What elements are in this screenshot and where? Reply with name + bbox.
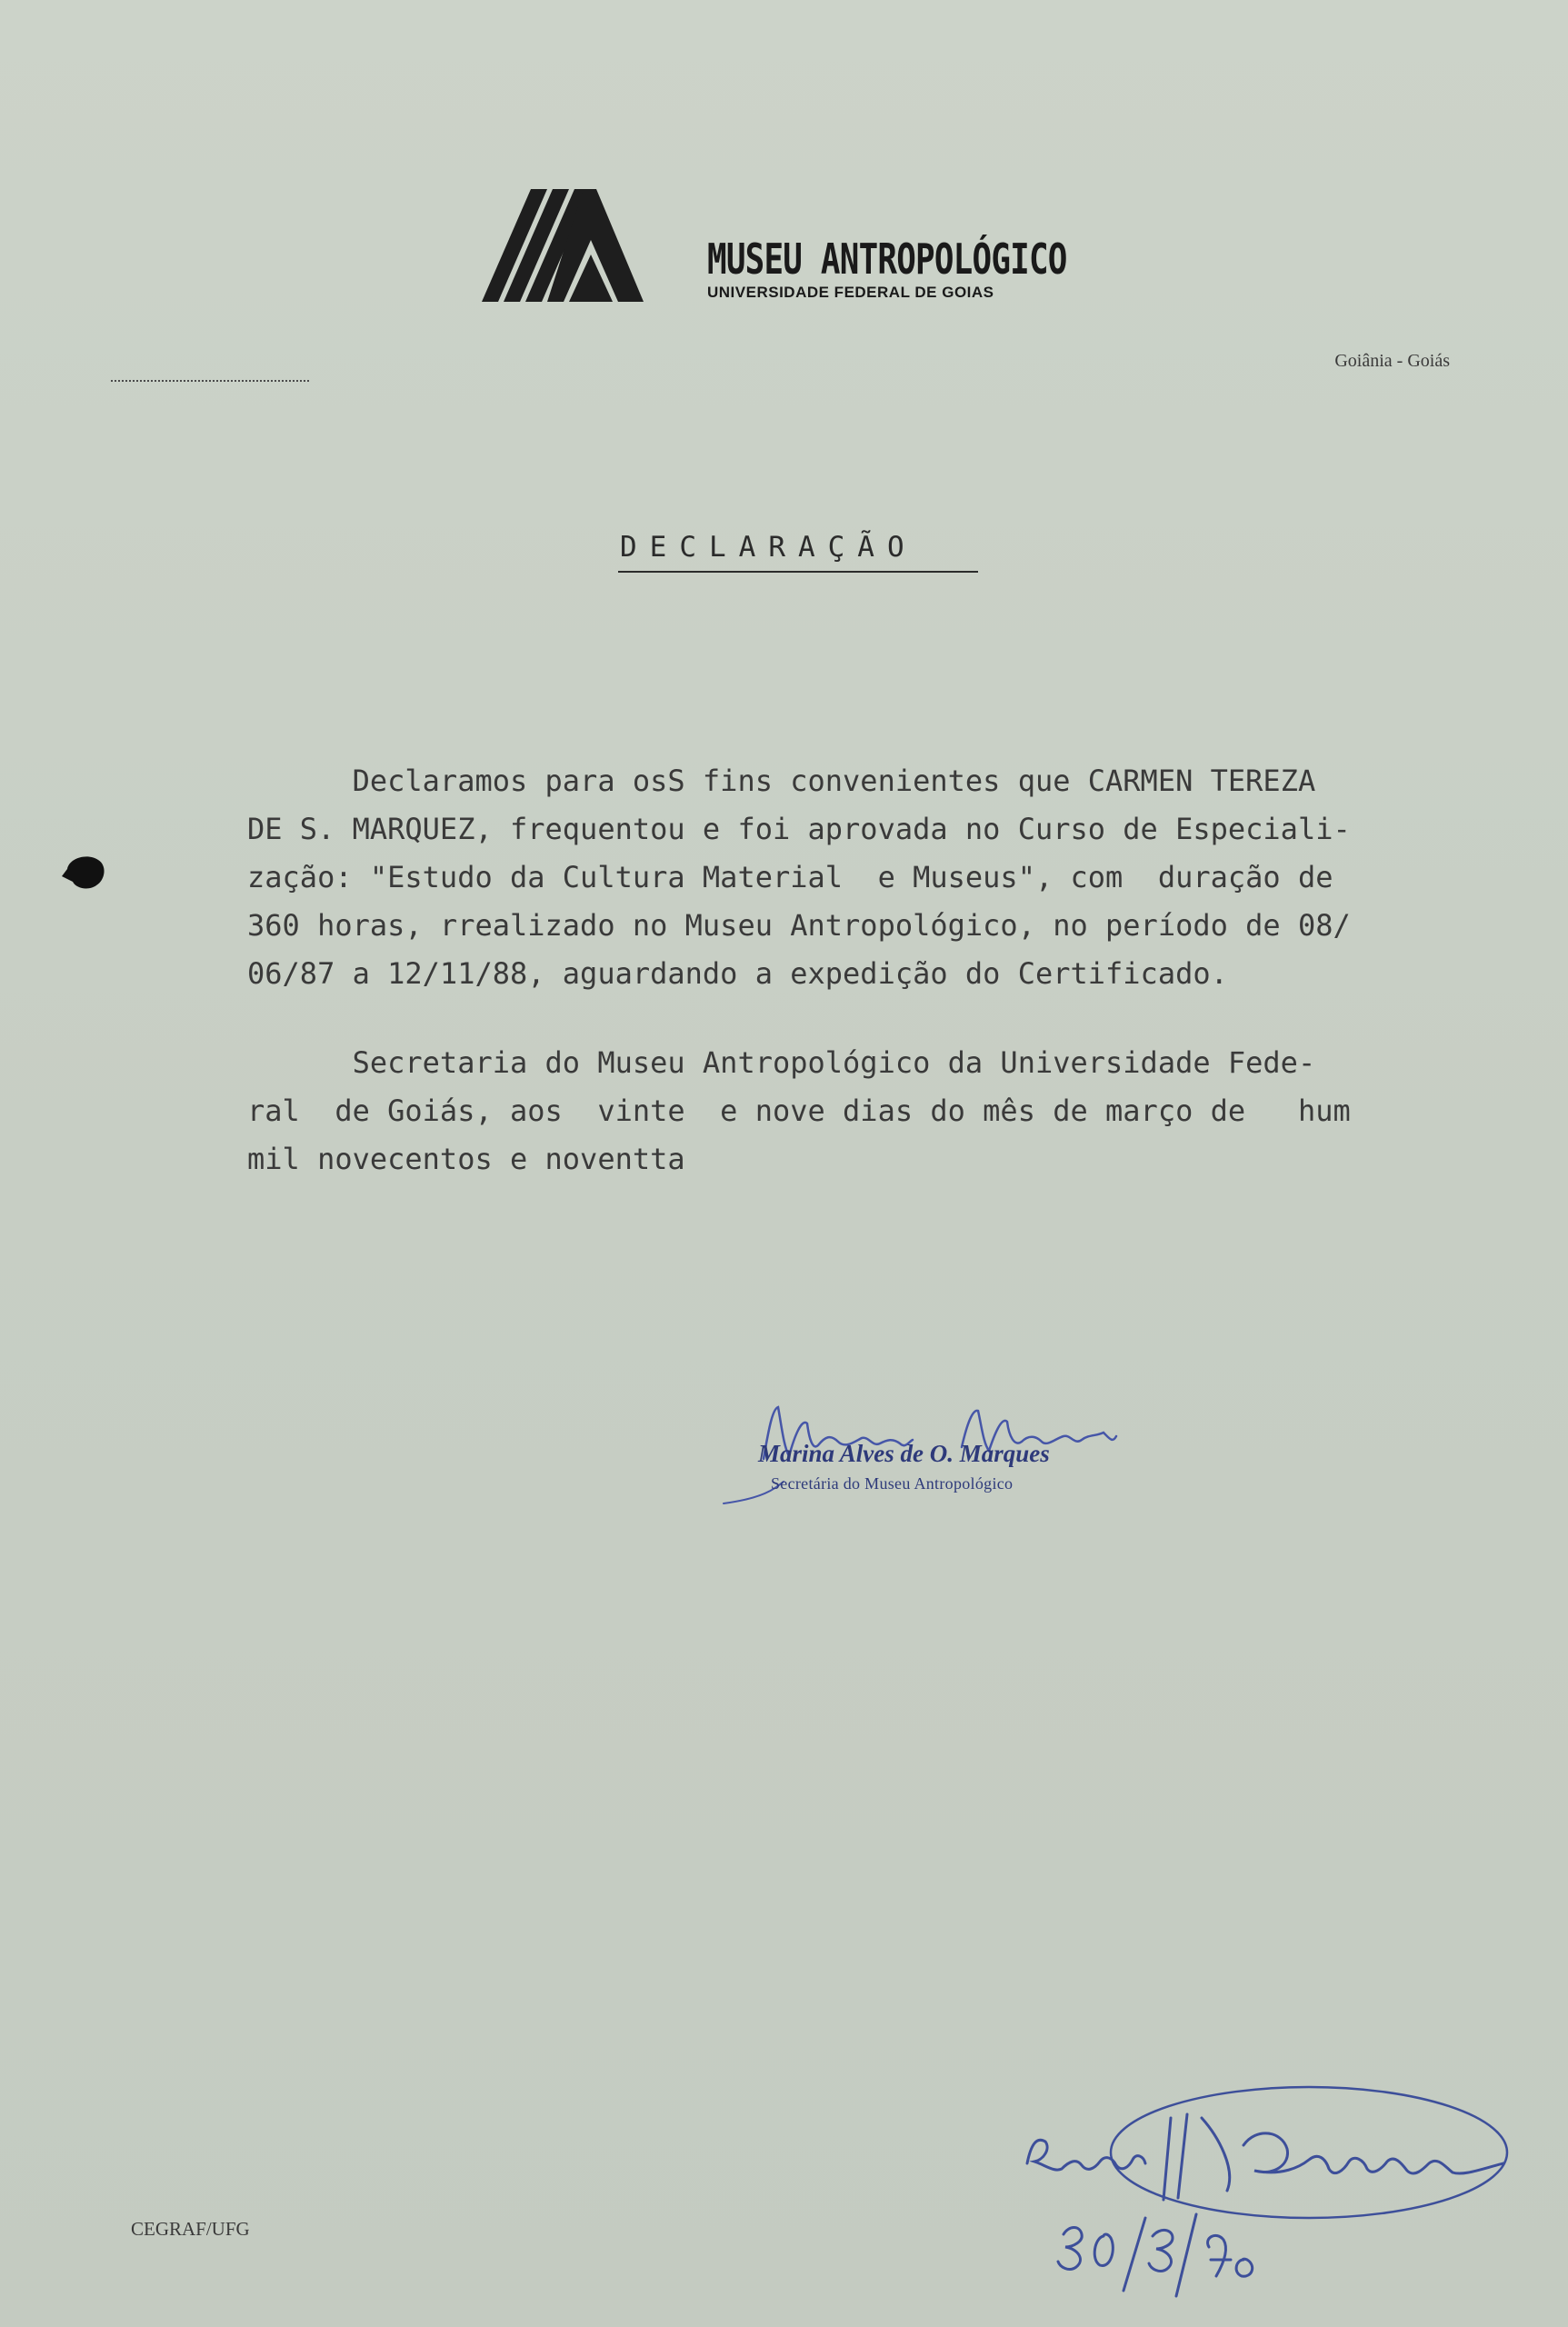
paragraph-line: ral de Goiás, aos vinte e nove dias do mês de março de hum bbox=[247, 1094, 1351, 1128]
paragraph-line: 360 horas, rrealizado no Museu Antropológico, no período de 08/ bbox=[247, 908, 1351, 943]
signer-role: Secretária do Museu Antropológico bbox=[771, 1474, 1014, 1493]
ink-blot-mark bbox=[60, 853, 107, 893]
museum-logo-icon bbox=[482, 189, 644, 302]
place-label: Goiânia - Goiás bbox=[1334, 351, 1450, 371]
paragraph-line: DE S. MARQUEZ, frequentou e foi aprovada no Curso de Especiali- bbox=[247, 812, 1351, 846]
title-underline bbox=[618, 571, 978, 573]
paragraph-line: Declaramos para osS fins convenientes que CARMEN TEREZA bbox=[247, 764, 1316, 798]
declaration-paragraph bbox=[247, 764, 1438, 1004]
paragraph-line: Secretaria do Museu Antropológico da Universidade Fede- bbox=[247, 1045, 1316, 1080]
paragraph-line: 06/87 a 12/11/88, aguardando a expedição do Certificado. bbox=[247, 956, 1228, 991]
museum-name: MUSEU ANTROPOLÓGICO bbox=[707, 235, 1067, 284]
signer-name: Marina Alves de O. Marques bbox=[758, 1440, 1050, 1467]
dotted-line bbox=[111, 380, 309, 382]
university-name: UNIVERSIDADE FEDERAL DE GOIAS bbox=[707, 284, 994, 301]
receipt-signature bbox=[1009, 2082, 1527, 2309]
printer-imprint: CEGRAF/UFG bbox=[131, 2218, 250, 2240]
dating-paragraph bbox=[247, 1045, 1438, 1190]
paragraph-line: mil novecentos e noventta bbox=[247, 1142, 685, 1176]
paragraph-line: zação: "Estudo da Cultura Material e Museus", com duração de bbox=[247, 860, 1333, 894]
document-title: DECLARAÇÃO bbox=[620, 531, 917, 564]
